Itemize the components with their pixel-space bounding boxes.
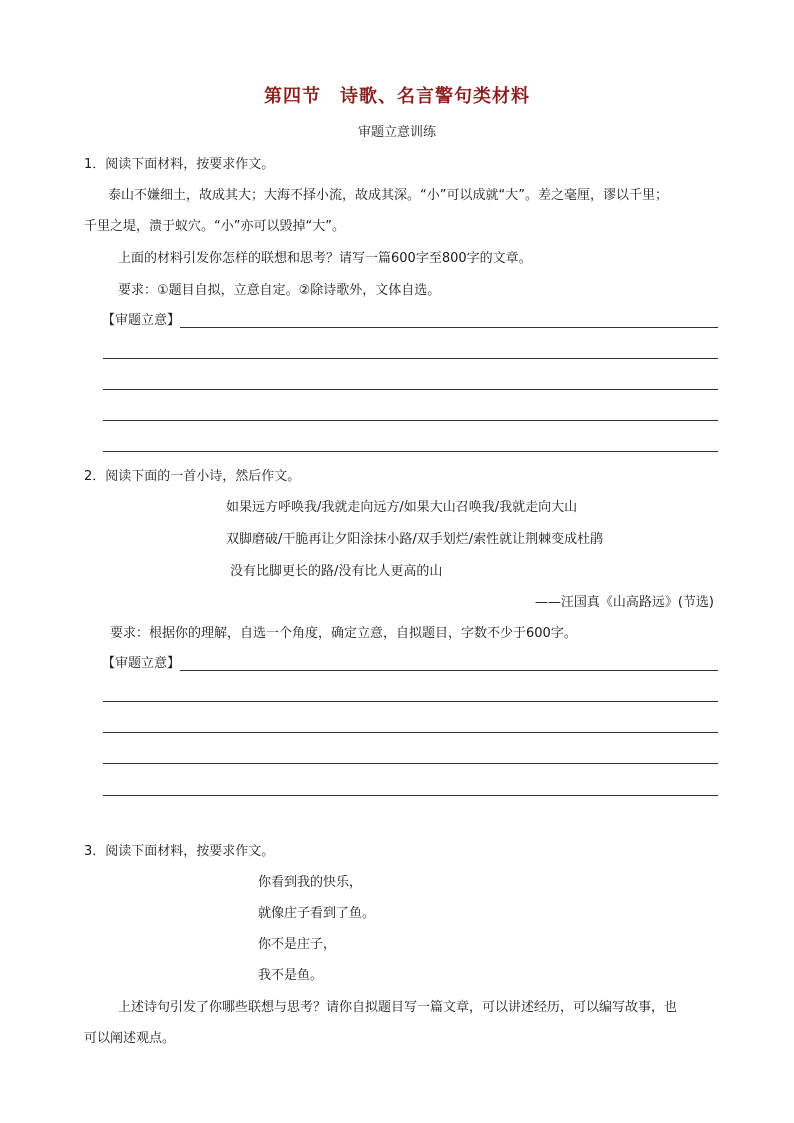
q3-poem-line2: 就像庄子看到了鱼。	[258, 906, 376, 921]
q2-answer-line[interactable]	[180, 670, 718, 671]
q1-answer-line[interactable]	[103, 420, 718, 421]
q1-task: 上面的材料引发你怎样的联想和思考？请写一篇600字至800字的文章。	[118, 251, 532, 266]
q1-requirement: 要求：①题目自拟，立意自定。②除诗歌外，文体自选。	[118, 283, 441, 298]
q2-answer-label: 【审题立意】	[102, 656, 181, 671]
q2-requirement: 要求：根据你的理解，自选一个角度，确定立意，自拟题目，字数不少于600字。	[110, 626, 577, 641]
q1-material-line1: 泰山不嫌细土，故成其大；大海不择小流，故成其深。“小”可以成就“大”。差之毫厘，谬以千里；	[108, 188, 668, 203]
q2-answer-line[interactable]	[103, 732, 718, 733]
q2-poem-line2: 双脚磨破/干脆再让夕阳涂抹小路/双手划烂/索性就让荆棘变成杜鹃	[226, 532, 604, 547]
q1-answer-line[interactable]	[180, 327, 718, 328]
q2-attribution: ——汪国真《山高路远》(节选)	[534, 595, 714, 610]
q3-task-line1: 上述诗句引发了你哪些联想与思考？请你自拟题目写一篇文章，可以讲述经历，可以编写故事，也	[118, 1000, 678, 1015]
q3-prompt: 3．阅读下面材料，按要求作文。	[84, 844, 275, 859]
section-title: 第四节 诗歌、名言警句类材料	[264, 86, 530, 107]
q3-poem-line3: 你不是庄子，	[258, 937, 337, 952]
q1-material-line2: 千里之堤，溃于蚁穴。“小”亦可以毁掉“大”。	[84, 219, 345, 234]
q1-answer-line[interactable]	[103, 451, 718, 452]
q3-task-line2: 可以阐述观点。	[84, 1031, 176, 1046]
q3-poem-line1: 你看到我的快乐，	[258, 875, 363, 890]
q2-poem-line1: 如果远方呼唤我/我就走向远方/如果大山召唤我/我就走向大山	[226, 500, 578, 515]
q3-poem-line4: 我不是鱼。	[258, 968, 324, 983]
q2-answer-line[interactable]	[103, 701, 718, 702]
q1-answer-label: 【审题立意】	[102, 313, 181, 328]
section-subtitle: 审题立意训练	[357, 125, 436, 140]
q2-prompt: 2．阅读下面的一首小诗，然后作文。	[84, 469, 301, 484]
q2-answer-line[interactable]	[103, 795, 718, 796]
q1-answer-line[interactable]	[103, 389, 718, 390]
q2-answer-line[interactable]	[103, 763, 718, 764]
q2-poem-line3: 没有比脚更长的路/没有比人更高的山	[230, 564, 443, 579]
q1-prompt: 1．阅读下面材料，按要求作文。	[84, 157, 275, 172]
q1-answer-line[interactable]	[103, 358, 718, 359]
